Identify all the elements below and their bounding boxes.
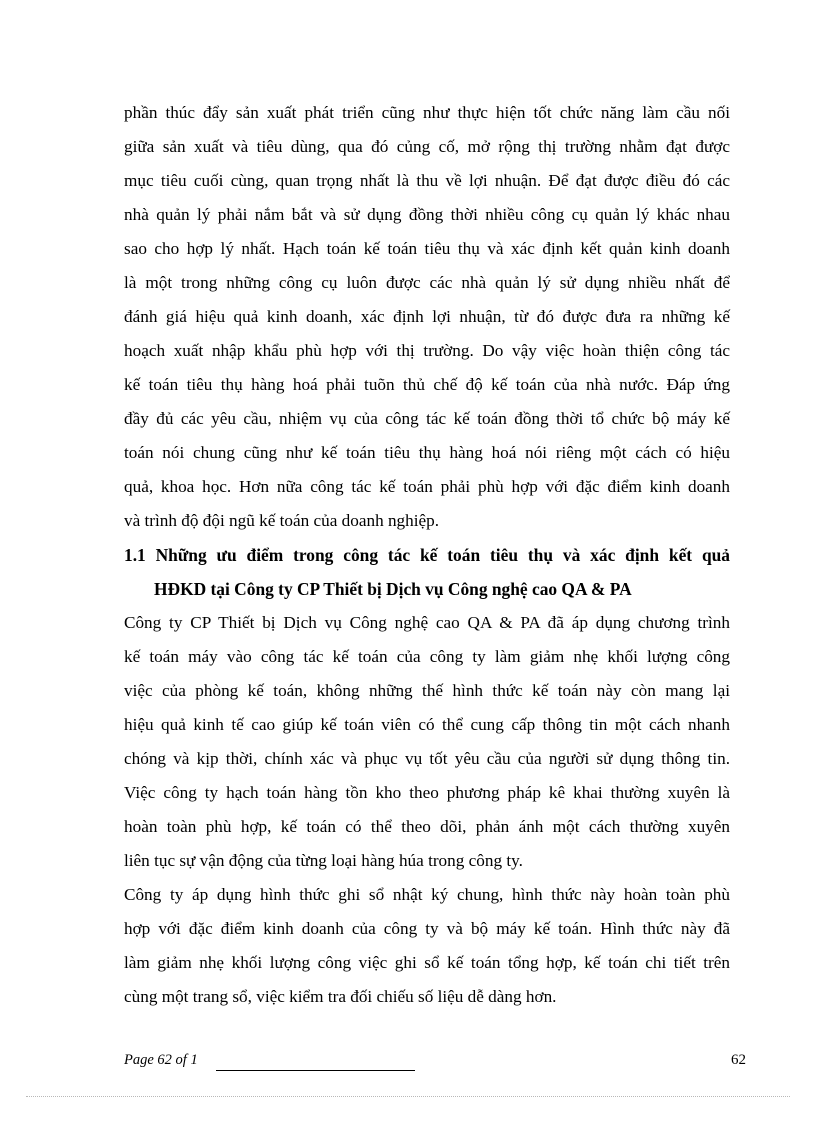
page-footer	[124, 1052, 746, 1076]
paragraph-line: hoạch xuất nhập khẩu phù hợp với thị trường. Do vậy việc hoàn thiện công tác	[124, 341, 730, 360]
section-line: cùng một trang sổ, việc kiểm tra đối chiếu số liệu dễ dàng hơn.	[124, 987, 557, 1006]
paragraph-line: kế toán tiêu thụ hàng hoá phải tuõn thủ chế độ kế toán của nhà nước. Đáp ứng	[124, 375, 730, 394]
paragraph-line: là một trong những công cụ luôn được các nhà quản lý sử dụng nhiều nhất để	[124, 273, 730, 292]
footer-rule	[216, 1070, 415, 1071]
section-line: việc của phòng kế toán, không những thế hình thức kế toán này còn mang lại	[124, 681, 730, 700]
page-bottom-divider	[26, 1096, 790, 1097]
paragraph-line: giữa sản xuất và tiêu dùng, qua đó củng cố, mở rộng thị trường nhằm đạt được	[124, 137, 730, 156]
paragraph-line: phần thúc đẩy sản xuất phát triển cũng như thực hiện tốt chức năng làm cầu nối	[124, 103, 730, 122]
section-line: chóng và kịp thời, chính xác và phục vụ tốt yêu cầu của người sử dụng thông tin.	[124, 749, 730, 768]
paragraph-line: đầy đủ các yêu cầu, nhiệm vụ của công tác kế toán đồng thời tổ chức bộ máy kế	[124, 409, 730, 428]
section-line: Công ty áp dụng hình thức ghi sổ nhật ký chung, hình thức này hoàn toàn phù	[124, 885, 730, 904]
section-line: hợp với đặc điểm kinh doanh của công ty và bộ máy kế toán. Hình thức này đã	[124, 919, 730, 938]
section-heading-continued: HĐKD tại Công ty CP Thiết bị Dịch vụ Công nghệ cao QA & PA	[154, 579, 632, 599]
paragraph-line: nhà quản lý phải nắm bắt và sử dụng đồng thời nhiều công cụ quản lý khác nhau	[124, 205, 730, 224]
section-line: kế toán máy vào công tác kế toán của công ty làm giảm nhẹ khối lượng công	[124, 647, 730, 666]
paragraph-line: toán nói chung cũng như kế toán tiêu thụ hàng hoá nói riêng một cách có hiệu	[124, 443, 730, 462]
paragraph-line: sao cho hợp lý nhất. Hạch toán kế toán tiêu thụ và xác định kết quản kinh doanh	[124, 239, 730, 258]
paragraph-line: và trình độ đội ngũ kế toán của doanh nghiệp.	[124, 511, 440, 530]
footer-page-label: Page 62 of 1	[124, 1052, 198, 1068]
paragraph-line: quả, khoa học. Hơn nữa công tác kế toán phải phù hợp với đặc điểm kinh doanh	[124, 477, 730, 496]
section-line: Công ty CP Thiết bị Dịch vụ Công nghệ cao QA & PA đã áp dụng chương trình	[124, 613, 730, 632]
section-line: hoàn toàn phù hợp, kế toán có thể theo dõi, phản ánh một cách thường xuyên	[124, 817, 730, 836]
section-line: hiệu quả kinh tế cao giúp kế toán viên có thể cung cấp thông tin một cách nhanh	[124, 715, 730, 734]
section-heading: 1.1 Những ưu điểm trong công tác kế toán tiêu thụ và xác định kết quả	[124, 545, 730, 565]
section-line: Việc công ty hạch toán hàng tồn kho theo phương pháp kê khai thường xuyên là	[124, 783, 730, 802]
paragraph-line: mục tiêu cuối cùng, quan trọng nhất là thu về lợi nhuận. Để đạt được điều đó các	[124, 171, 730, 190]
paragraph-line: đánh giá hiệu quả kinh doanh, xác định lợi nhuận, từ đó được đưa ra những kế	[124, 307, 730, 326]
section-line: làm giảm nhẹ khối lượng công việc ghi sổ kế toán tổng hợp, kế toán chi tiết trên	[124, 953, 730, 972]
body-text	[124, 96, 730, 1014]
footer-page-number: 62	[731, 1052, 746, 1068]
section-line: liên tục sự vận động của từng loại hàng húa trong công ty.	[124, 851, 523, 870]
